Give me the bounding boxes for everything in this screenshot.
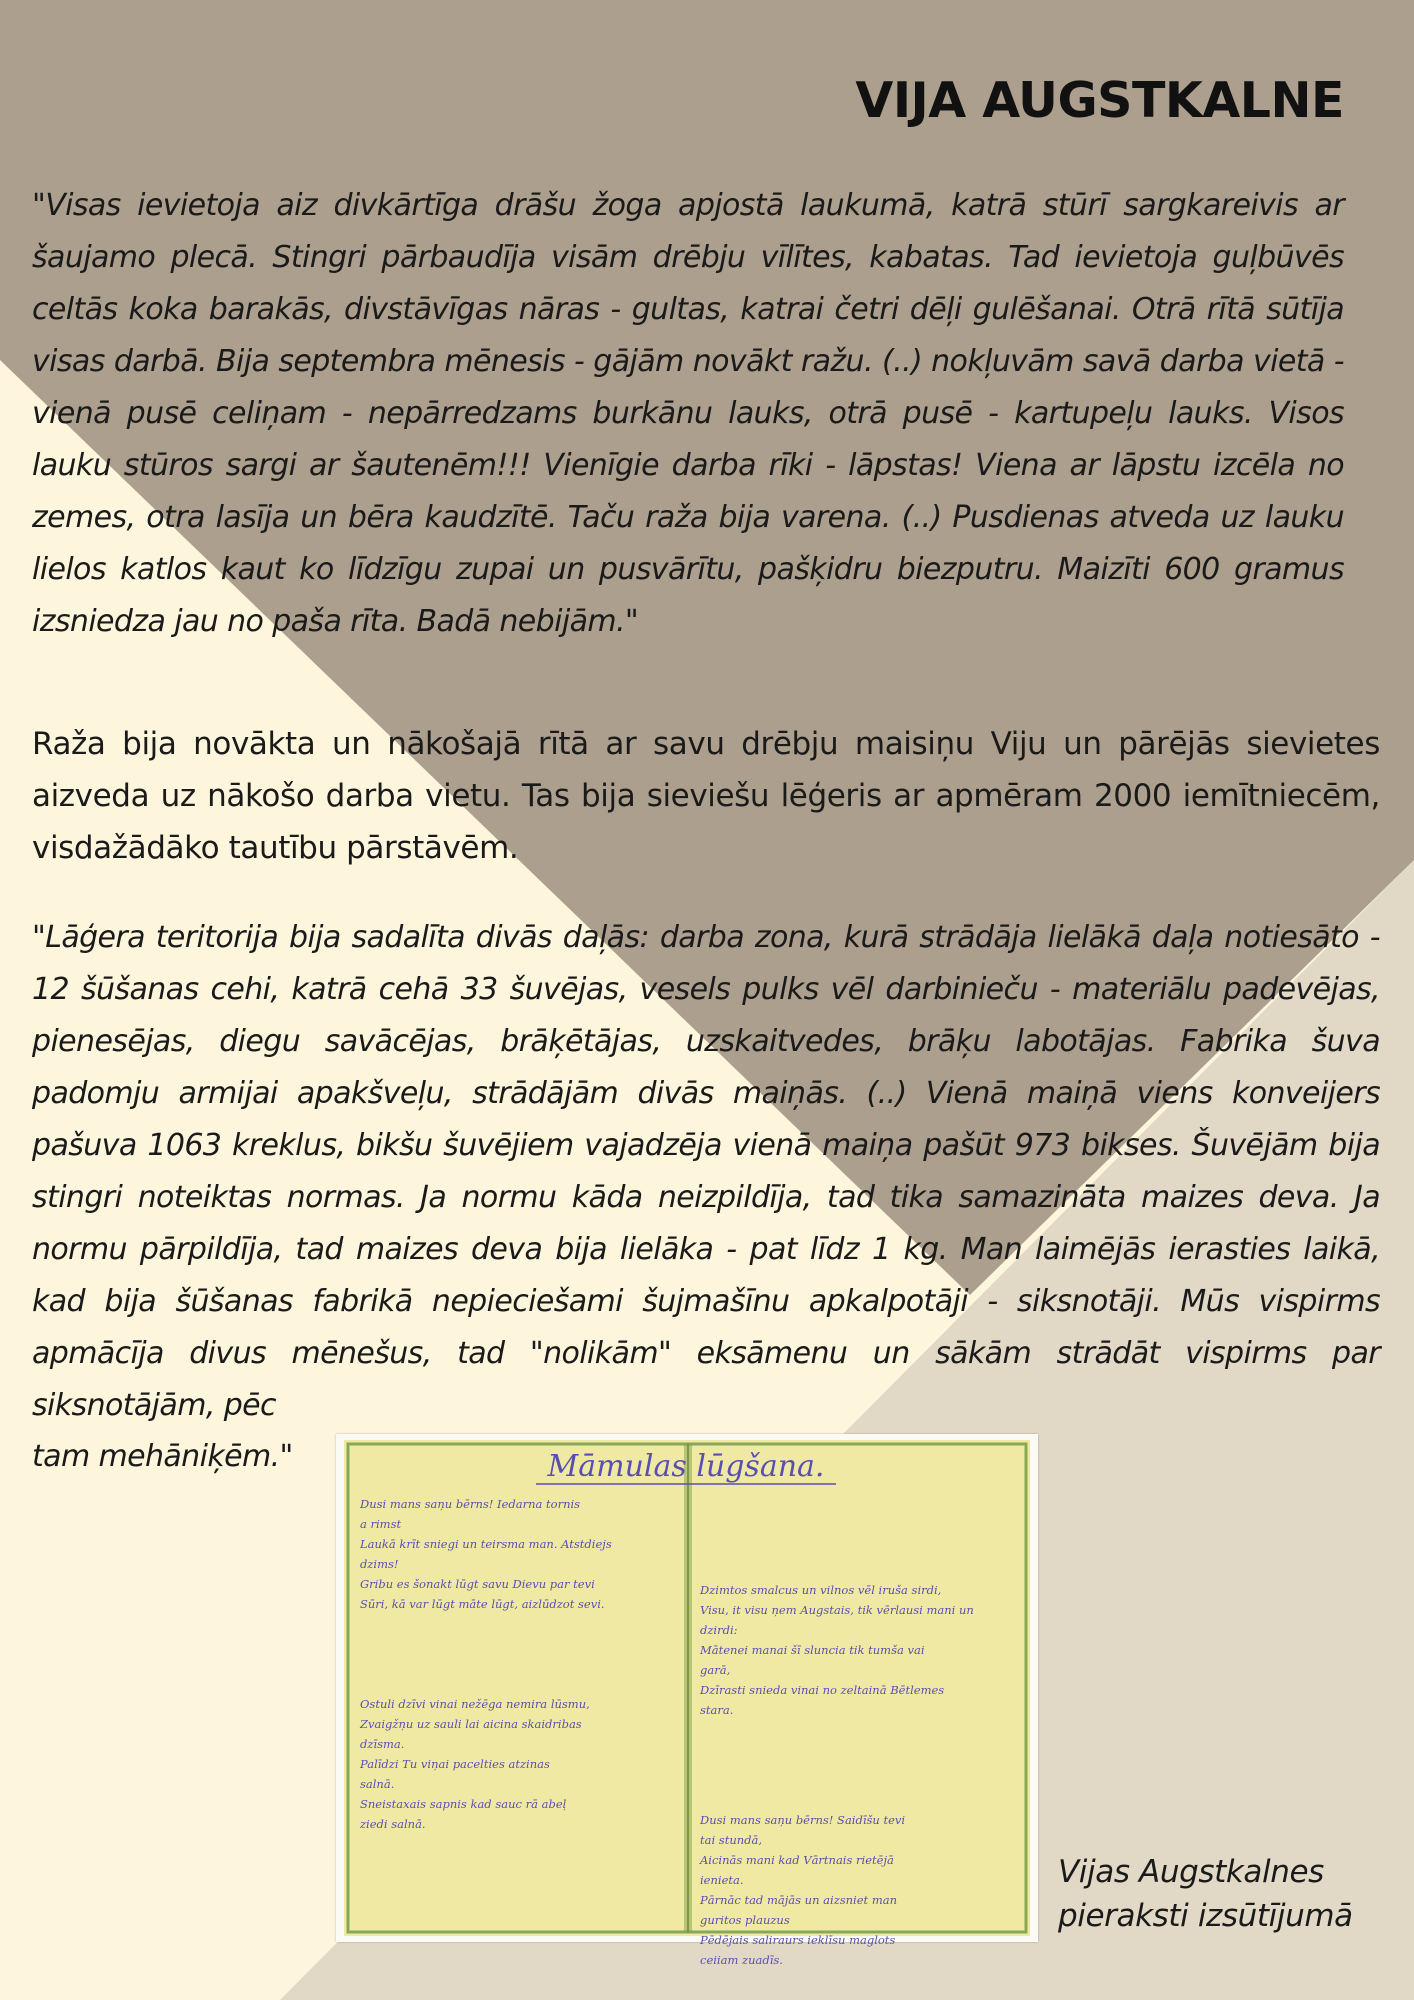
document-line: dzims!: [360, 1557, 399, 1571]
document-line: ienieta.: [700, 1873, 744, 1887]
document-line: Sūri, kā var lūgt māte lūgt, aizlūdzot sevi.: [360, 1597, 605, 1611]
narrative-paragraph: Raža bija novākta un nākošajā rītā ar savu drēbju maisiņu Viju un pārējās sievietes aizveda uz nākošo darba vietu. Tas bija sieviešu lēģeris ar apmēram 2000 iemītniecēm, visdažādāko tautību pārstāvēm.: [32, 726, 1380, 866]
caption-line-1: Vijas Augstkalnes: [1058, 1854, 1324, 1890]
document-line: ziedi salnā.: [360, 1817, 426, 1831]
document-line: Zvaigžņu uz sauli lai aicina skaidribas: [360, 1717, 582, 1731]
document-line: guritos plauzus: [700, 1913, 790, 1927]
photo-caption: [1058, 1850, 1353, 1938]
document-line: Aicinās mani kad Vārtnais rietējā: [700, 1853, 894, 1867]
quote-collective-farm: "Visas ievietoja aiz divkārtīga drāšu žoga apjostā laukumā, katrā stūrī sargkareivis ar šaujamo plecā. Stingri pārbaudīja visām drēbju vīlītes, kabatas. Tad ievietoja guļbūvēs celtās koka barakās, divstāvīgas nāras - gultas, katrai četri dēļi gulēšanai. Otrā rītā sūtīja visas darbā. Bija septembra mēnesis - gājām novākt ražu. (..) nokļuvām savā darba vietā - vienā pusē celiņam - nepārredzams burkānu lauks, otrā pusē - kartupeļu lauks. Visos lauku stūros sargi ar šautenēm!!! Vienīgie darba rīki - lāpstas! Viena ar lāpstu izcēla no zemes, otra lasīja un bēra kaudzītē. Taču raža bija varena. (..) Pusdienas atveda uz lauku lielos katlos kaut ko līdzīgu zupai un pusvārītu, pašķidru biezputru. Maizīti 600 gramus izsniedza jau no paša rīta. Badā nebijām.": [32, 188, 1344, 639]
document-line: Pārnāc tad mājās un aizsniet man: [700, 1893, 897, 1907]
document-line: Palīdzi Tu viņai pacelties atzinas: [360, 1757, 550, 1771]
document-line: Dusi mans saņu bērns! Saidīšu tevi: [700, 1813, 906, 1827]
document-line: salnā.: [360, 1777, 395, 1791]
handwritten-document-photo: [336, 1434, 1038, 1967]
document-heading: Māmulas lūgšana.: [547, 1449, 825, 1484]
caption-line-2: pieraksti izsūtījumā: [1058, 1898, 1353, 1934]
document-line: Pēdējais saliraurs ieklīsu maglots: [700, 1933, 896, 1947]
document-line: Visu, it visu ņem Augstais, tik vērlausi mani un: [700, 1603, 974, 1617]
document-line: tai stundā,: [700, 1833, 763, 1847]
document-line: Ostuli dzīvi vinai nežēga nemira lūsmu,: [360, 1697, 590, 1711]
document-line: Dzimtos smalcus un vilnos vēl iruša sirdi,: [700, 1583, 942, 1597]
document-line: Gribu es šonakt lūgt savu Dievu par tevi: [360, 1577, 595, 1591]
document-line: dzirdi:: [700, 1623, 738, 1637]
document-line: stara.: [700, 1703, 734, 1717]
document-line: dzīsma.: [360, 1737, 405, 1751]
document-line: a rimst: [360, 1517, 402, 1531]
document-line: Dusi mans saņu bērns! Iedarna tornis: [360, 1497, 581, 1511]
quote-labor-camp: "Lāģera teritorija bija sadalīta divās daļās: darba zona, kurā strādāja lielākā daļa notiesāto - 12 šūšanas cehi, katrā cehā 33 šuvējas, vesels pulks vēl darbinieču - materiālu padevējas, pienesējas, diegu savācējas, brāķētājas, uzskaitvedes, brāķu labotājas. Fabrika šuva padomju armijai apakšveļu, strādājām divās maiņās. (..) Vienā maiņā viens konveijers pašuva 1063 kreklus, bikšu šuvējiem vajadzēja vienā maiņa pašūt 973 bikses. Šuvējām bija stingri noteiktas normas. Ja normu kāda neizpildīja, tad tika samazināta maizes deva. Ja normu pārpildīja, tad maizes deva bija lielāka - pat līdz 1 kg. Man laimējās ierasties laikā, kad bija šūšanas fabrikā nepieciešami šujmašīnu apkalpotāji - siksnotāji. Mūs vispirms apmācīja divus mēnešus, tad "nolikām" eksāmenu un sākām strādāt vispirms par siksnotājām, pēc: [32, 920, 1380, 1423]
document-line: garā,: [700, 1663, 731, 1677]
document-line: Laukā krīt sniegi un teirsma man. Atstdiejs: [360, 1537, 612, 1551]
document-line: Mātenei manai šī sluncia tik tumša vai: [700, 1643, 925, 1657]
document-line: Dzīrasti snieda vinai no zeltainā Bētlemes: [700, 1683, 945, 1697]
quote-labor-camp-ending: tam mehāniķēm.": [32, 1439, 293, 1474]
page-title: VIJA AUGSTKALNE: [855, 72, 1344, 129]
document-line: ceiiam zuadīs.: [700, 1953, 783, 1967]
document-line: Sneistaxais sapnis kad sauc rā abeļ: [360, 1797, 567, 1811]
